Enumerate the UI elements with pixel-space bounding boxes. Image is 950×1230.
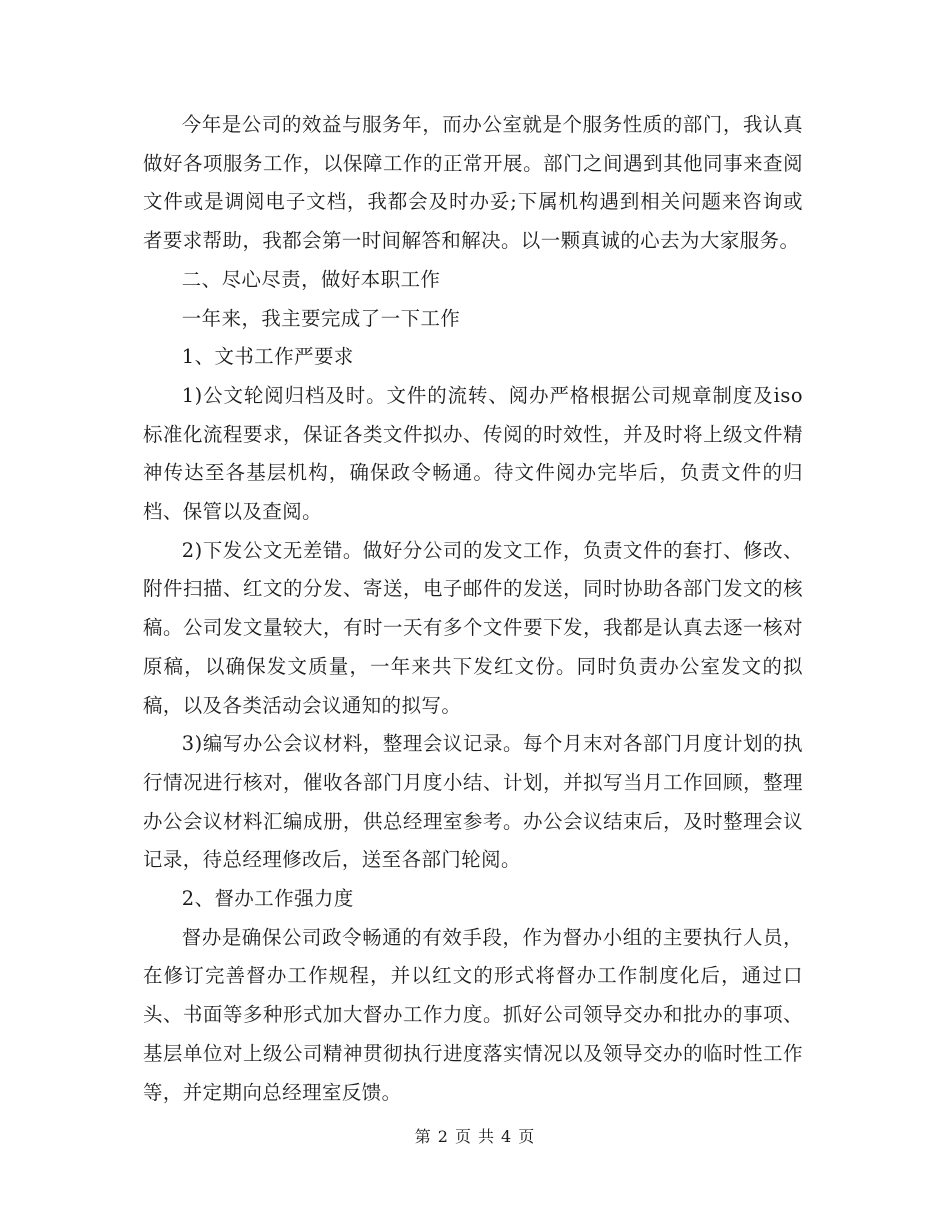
footer-current-page: 2 bbox=[437, 1127, 449, 1146]
paragraph-document-issuing: 2)下发公文无差错。做好分公司的发文工作，负责文件的套打、修改、附件扫描、红文的分发、寄送，电子邮件的发送，同时协助各部门发文的核稿。公司发文量较大，有时一天有多个文件要下发，我都是认真去逐一核对原稿，以确保发文质量，一年来共下发红文份。同时负责办公室发文的拟稿，以及各类活动会议通知的拟写。 bbox=[143, 538, 803, 717]
footer-total-pages: 4 bbox=[501, 1127, 513, 1146]
document-body bbox=[143, 106, 803, 1112]
paragraph-work-intro: 一年来，我主要完成了一下工作 bbox=[181, 306, 461, 330]
paragraph-meeting-materials: 3)编写办公会议材料，整理会议记录。每个月末对各部门月度计划的执行情况进行核对，催收各部门月度小结、计划，并拟写当月工作回顾，整理办公会议材料汇编成册，供总经理室参考。办公会议结束后，及时整理会议记录，待总经理修改后，送至各部门轮阅。 bbox=[143, 732, 803, 872]
footer-suffix: 页 bbox=[518, 1127, 536, 1146]
heading-supervision-work: 2、督办工作强力度 bbox=[181, 887, 354, 911]
heading-section-two: 二、尽心尽责，做好本职工作 bbox=[181, 267, 441, 291]
footer-prefix: 第 bbox=[414, 1127, 432, 1146]
paragraph-document-circulation: 1)公文轮阅归档及时。文件的流转、阅办严格根据公司规章制度及iso标准化流程要求，保证各类文件拟办、传阅的时效性，并及时将上级文件精神传达至各基层机构，确保政令畅通。待文件阅办完毕后，负责文件的归档、保管以及查阅。 bbox=[143, 383, 803, 524]
heading-clerical-work: 1、文书工作严要求 bbox=[181, 345, 354, 369]
paragraph-service-year: 今年是公司的效益与服务年，而办公室就是个服务性质的部门，我认真做好各项服务工作，以保障工作的正常开展。部门之间遇到其他同事来查阅文件或是调阅电子文档，我都会及时办妥;下属机构遇到相关问题来咨询或者要求帮助，我都会第一时间解答和解决。以一颗真诚的心去为大家服务。 bbox=[143, 113, 803, 253]
paragraph-supervision: 督办是确保公司政令畅通的有效手段，作为督办小组的主要执行人员，在修订完善督办工作规程，并以红文的形式将督办工作制度化后，通过口头、书面等多种形式加大督办工作力度。抓好公司领导交办和批办的事项、基层单位对上级公司精神贯彻执行进度落实情况以及领导交办的临时性工作等，并定期向总经理室反馈。 bbox=[143, 925, 803, 1104]
page-footer bbox=[0, 1127, 950, 1147]
footer-middle: 页 共 bbox=[454, 1127, 496, 1146]
